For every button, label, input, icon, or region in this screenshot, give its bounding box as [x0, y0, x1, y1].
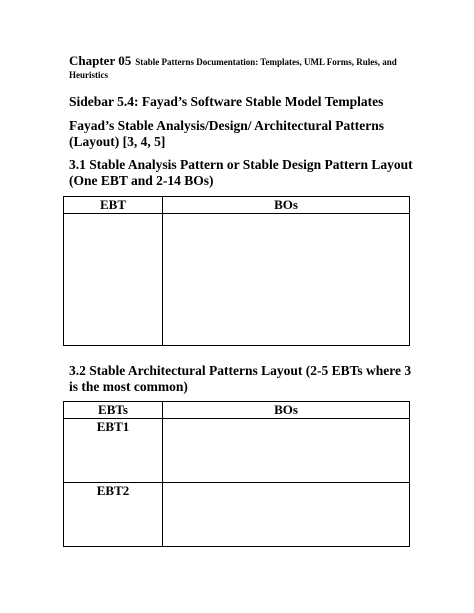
section-3-1-title: 3.1 Stable Analysis Pattern or Stable Design Pattern Layout (One EBT and 2-14 BOs) [69, 157, 413, 188]
chapter-heading [69, 55, 419, 81]
section-title: Fayad’s Stable Analysis/Design/ Architectural Patterns (Layout) [3, 4, 5] [69, 118, 384, 149]
column-header-ebts: EBTs [64, 402, 163, 419]
ebt-cell [64, 214, 163, 346]
table-header-row [64, 197, 410, 214]
column-header-ebt: EBT [64, 197, 163, 214]
table-3-1 [63, 196, 410, 346]
ebt-label-cell: EBT1 [64, 419, 163, 483]
bos-cell [163, 419, 410, 483]
table-3-2 [63, 401, 410, 547]
chapter-label: Chapter 05 [69, 53, 132, 68]
table-header-row [64, 402, 410, 419]
table-row [64, 419, 410, 483]
column-header-bos: BOs [163, 197, 410, 214]
chapter-subtitle: Stable Patterns Documentation: Templates, UML Forms, Rules, and Heuristics [69, 57, 397, 80]
section-3-2-title: 3.2 Stable Architectural Patterns Layout (2-5 EBTs where 3 is the most common) [69, 363, 412, 394]
ebt-label-cell: EBT2 [64, 483, 163, 547]
column-header-bos: BOs [163, 402, 410, 419]
sidebar-title: Sidebar 5.4: Fayad’s Software Stable Model Templates [69, 94, 384, 109]
table-row [64, 483, 410, 547]
bos-cell [163, 214, 410, 346]
table-row [64, 214, 410, 346]
bos-cell [163, 483, 410, 547]
